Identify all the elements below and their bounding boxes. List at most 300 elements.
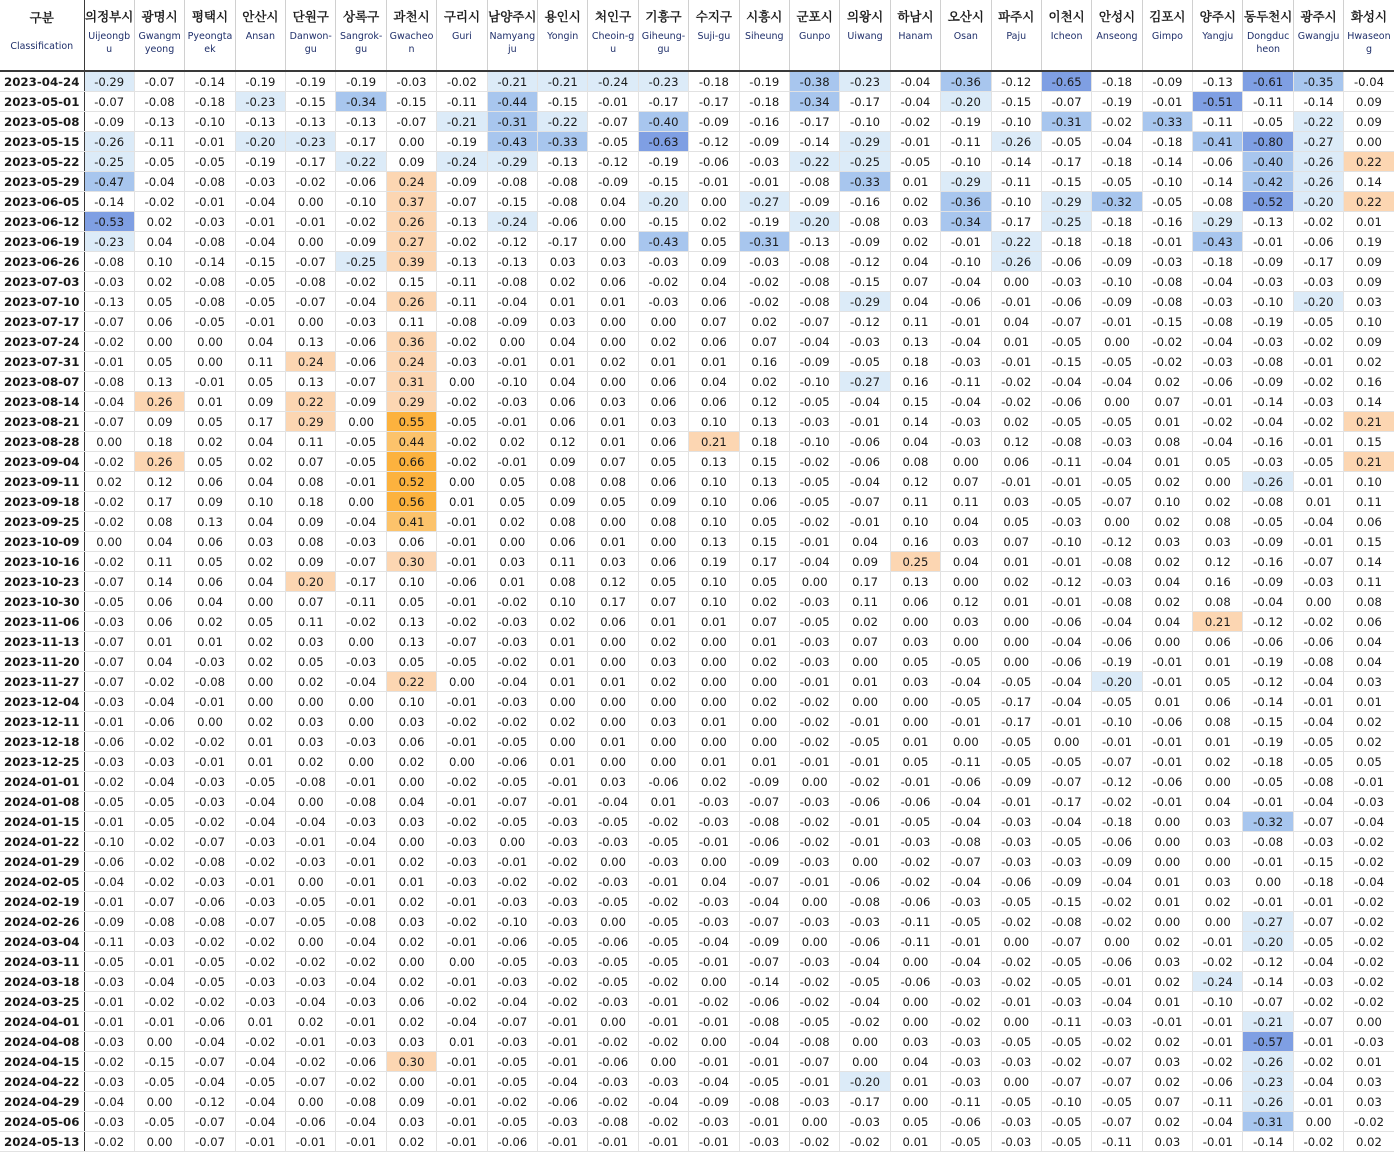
heat-cell: 0.08 [1193,592,1243,612]
heat-cell: -0.01 [638,1012,688,1032]
heat-cell: 0.02 [1344,732,1394,752]
heat-cell: -0.02 [789,732,839,752]
heat-cell: -0.03 [134,932,184,952]
heat-cell: -0.15 [1041,352,1091,372]
heat-cell: 0.22 [286,392,336,412]
heat-cell: -0.05 [1041,492,1091,512]
heat-cell: -0.29 [487,152,537,172]
heat-cell: -0.07 [437,632,487,652]
heat-cell: -0.01 [840,412,890,432]
heat-cell: -0.08 [185,232,235,252]
heat-cell: -0.23 [638,71,688,92]
heat-cell: -0.02 [789,992,839,1012]
heat-cell: -0.06 [1193,1072,1243,1092]
heat-cell: -0.19 [437,132,487,152]
heat-cell: 0.01 [538,672,588,692]
heat-cell: -0.12 [588,152,638,172]
table-row [0,792,1394,812]
heat-cell: 0.03 [386,812,436,832]
heat-cell: 0.00 [1142,812,1192,832]
heat-cell: 0.05 [134,352,184,372]
heat-cell: -0.04 [840,992,890,1012]
heat-cell: 0.03 [286,632,336,652]
heat-cell: -0.02 [840,1012,890,1032]
heat-cell: 0.04 [538,372,588,392]
row-date: 2023-10-09 [0,532,84,552]
column-header-en: Namyangju [489,31,536,55]
heat-cell: 0.00 [689,852,739,872]
heat-cell: -0.01 [1293,532,1343,552]
heat-cell: 0.05 [689,232,739,252]
heat-cell: -0.02 [789,452,839,472]
heat-cell: -0.04 [134,772,184,792]
heat-cell: -0.03 [991,812,1041,832]
heat-cell: -0.04 [689,932,739,952]
heat-cell: -0.01 [588,92,638,112]
heat-cell: 0.09 [386,1092,436,1112]
heat-cell: -0.02 [1092,912,1142,932]
heat-cell: -0.05 [286,912,336,932]
heat-cell: -0.05 [1293,452,1343,472]
heat-cell: 0.00 [638,692,688,712]
heat-cell: 0.02 [386,752,436,772]
heat-cell: 0.11 [286,432,336,452]
heat-cell: -0.23 [1243,1072,1293,1092]
heat-cell: -0.03 [789,912,839,932]
row-date: 2023-09-25 [0,512,84,532]
heat-cell: 0.07 [638,592,688,612]
heat-cell: -0.04 [1092,452,1142,472]
column-header-ko: 양주시 [1199,9,1236,24]
heat-cell: -0.06 [487,752,537,772]
heat-cell: 0.10 [386,572,436,592]
heat-cell: -0.02 [638,1112,688,1132]
heat-cell: 0.24 [386,172,436,192]
heat-cell: -0.06 [840,792,890,812]
heat-cell: -0.01 [487,412,537,432]
heat-cell: -0.01 [840,812,890,832]
heat-cell: -0.05 [1243,112,1293,132]
heat-cell: -0.29 [941,172,991,192]
heat-cell: -0.06 [1193,372,1243,392]
heat-cell: -0.14 [1243,392,1293,412]
heat-cell: -0.01 [1142,1012,1192,1032]
heat-cell: -0.01 [739,172,789,192]
heat-cell: -0.03 [235,892,285,912]
heat-cell: -0.15 [235,252,285,272]
heat-cell: 0.00 [1293,592,1343,612]
heat-cell: -0.33 [1142,112,1192,132]
heat-cell: 0.00 [941,632,991,652]
heat-cell: 0.01 [840,672,890,692]
heat-cell: -0.04 [941,392,991,412]
heat-cell: -0.19 [286,71,336,92]
heat-cell: -0.02 [638,892,688,912]
heat-cell: 0.00 [840,692,890,712]
heat-cell: 0.06 [1193,632,1243,652]
heat-cell: 0.09 [840,552,890,572]
heat-cell: -0.05 [134,812,184,832]
heat-cell: -0.04 [336,932,386,952]
heat-cell: -0.01 [739,1052,789,1072]
heat-cell: 0.00 [1344,1012,1394,1032]
heat-cell: -0.02 [84,492,134,512]
table-row [0,452,1394,472]
heat-cell: 0.03 [386,1032,436,1052]
heat-cell: 0.00 [487,332,537,352]
heat-cell: 0.04 [235,512,285,532]
heat-cell: 0.04 [134,532,184,552]
heat-cell: -0.04 [1041,632,1091,652]
heat-cell: -0.03 [588,872,638,892]
heat-cell: -0.19 [941,112,991,132]
heat-cell: -0.27 [1243,912,1293,932]
heat-cell: -0.05 [1243,512,1293,532]
heat-cell: 0.03 [890,1032,940,1052]
heat-cell: -0.02 [134,832,184,852]
heat-cell: -0.06 [1142,772,1192,792]
heat-cell: -0.01 [1293,692,1343,712]
heat-cell: 0.08 [1193,512,1243,532]
row-date: 2023-06-26 [0,252,84,272]
heat-cell: -0.06 [336,1052,386,1072]
heat-cell: -0.18 [1142,132,1192,152]
heat-cell: -0.01 [336,1012,386,1032]
heat-cell: 0.01 [638,612,688,632]
heat-cell: -0.03 [1344,1032,1394,1052]
heat-cell: -0.06 [538,212,588,232]
heat-cell: 0.12 [991,432,1041,452]
heat-cell: -0.07 [1092,1112,1142,1132]
heat-cell: -0.10 [1193,992,1243,1012]
heat-cell: 0.17 [134,492,184,512]
heat-cell: -0.10 [84,832,134,852]
heat-cell: -0.01 [1041,552,1091,572]
heat-cell: -0.02 [1344,952,1394,972]
heat-cell: -0.13 [437,212,487,232]
heat-cell: 0.00 [286,1092,336,1112]
heat-cell: 0.03 [1193,872,1243,892]
heat-cell: -0.04 [235,792,285,812]
heat-cell: -0.11 [1092,1132,1142,1152]
heat-cell: -0.06 [840,932,890,952]
heat-cell: 0.07 [840,632,890,652]
heat-cell: -0.14 [739,972,789,992]
heat-cell: -0.10 [185,112,235,132]
heat-cell: 0.00 [286,932,336,952]
table-row [0,212,1394,232]
heat-cell: -0.08 [134,92,184,112]
table-header [0,0,1394,71]
heat-cell: -0.33 [538,132,588,152]
heat-cell: -0.18 [1293,872,1343,892]
table-row [0,432,1394,452]
heat-cell: -0.20 [235,132,285,152]
heat-cell: -0.08 [185,672,235,692]
heat-cell: -0.01 [336,1132,386,1152]
row-date: 2023-06-05 [0,192,84,212]
heat-cell: -0.10 [487,372,537,392]
heat-cell: -0.03 [1041,992,1091,1012]
heat-cell: 0.12 [739,392,789,412]
heat-cell: 0.07 [1142,1092,1192,1112]
heat-cell: 0.04 [1344,652,1394,672]
heat-cell: -0.06 [84,732,134,752]
heat-cell: -0.05 [991,672,1041,692]
heat-cell: -0.04 [1293,512,1343,532]
heat-cell: -0.02 [487,712,537,732]
heat-cell: 0.00 [739,732,789,752]
heat-cell: -0.09 [1243,372,1293,392]
heat-cell: -0.08 [588,1112,638,1132]
heat-cell: -0.08 [538,192,588,212]
heat-cell: 0.07 [739,612,789,632]
heat-cell: -0.02 [1293,1052,1343,1072]
heat-cell: 0.12 [1193,552,1243,572]
heat-cell: 0.01 [588,672,638,692]
heat-cell: -0.04 [1193,1112,1243,1132]
column-header [1293,0,1343,71]
heat-cell: -0.06 [1193,152,1243,172]
heat-cell: 0.00 [991,1012,1041,1032]
heat-cell: -0.08 [1142,292,1192,312]
column-header [336,0,386,71]
table-row [0,652,1394,672]
heat-cell: 0.09 [538,492,588,512]
heat-cell: -0.06 [487,1132,537,1152]
heat-cell: 0.00 [1092,512,1142,532]
heat-cell: -0.03 [487,612,537,632]
heat-cell: -0.03 [789,632,839,652]
heat-cell: 0.02 [235,712,285,732]
heat-cell: -0.03 [1243,272,1293,292]
heat-cell: -0.31 [487,112,537,132]
heat-cell: 0.13 [386,632,436,652]
heat-cell: 0.04 [941,512,991,532]
heat-cell: 0.25 [890,552,940,572]
column-header-ko: 이천시 [1048,9,1085,24]
heat-cell: -0.02 [437,912,487,932]
heat-cell: 0.00 [588,852,638,872]
heat-cell: 0.04 [689,272,739,292]
heat-cell: -0.04 [1293,712,1343,732]
heat-cell: -0.02 [890,112,940,132]
heat-cell: 0.03 [588,392,638,412]
heat-cell: -0.09 [437,172,487,192]
heat-cell: -0.11 [941,372,991,392]
heat-cell: -0.05 [638,832,688,852]
heat-cell: -0.04 [134,972,184,992]
table-row [0,192,1394,212]
heat-cell: 0.01 [538,652,588,672]
heat-cell: 0.00 [1193,852,1243,872]
heat-cell: 0.01 [1142,892,1192,912]
heat-cell: -0.06 [890,892,940,912]
heat-cell: 0.00 [235,592,285,612]
heat-cell: 0.00 [840,1032,890,1052]
heat-cell: -0.15 [1243,712,1293,732]
column-header-en: Sangrok-gu [339,31,383,55]
heat-cell: -0.07 [487,792,537,812]
heat-cell: 0.07 [991,532,1041,552]
heat-cell: 0.09 [235,392,285,412]
column-header-ko: 과천시 [393,9,430,24]
heat-cell: -0.17 [789,112,839,132]
heat-cell: 0.00 [588,312,638,332]
heat-cell: -0.03 [991,1132,1041,1152]
heat-cell: -0.03 [84,972,134,992]
heat-cell: -0.02 [134,992,184,1012]
heat-cell: -0.05 [1041,1032,1091,1052]
heat-cell: 0.06 [638,392,688,412]
heat-cell: -0.17 [638,92,688,112]
heat-cell: 0.00 [336,632,386,652]
heat-cell: -0.05 [840,732,890,752]
heat-cell: 0.05 [1344,752,1394,772]
heat-cell: -0.05 [1092,472,1142,492]
heat-cell: -0.01 [487,452,537,472]
heat-cell: -0.12 [1243,952,1293,972]
heat-cell: -0.03 [638,852,688,872]
heat-cell: -0.01 [1142,732,1192,752]
heat-cell: -0.23 [84,232,134,252]
heat-cell: -0.06 [1142,712,1192,732]
heat-cell: 0.04 [840,532,890,552]
heat-cell: 0.01 [437,1032,487,1052]
heat-cell: -0.32 [1092,192,1142,212]
heat-cell: 0.00 [991,612,1041,632]
heat-cell: -0.26 [1243,1092,1293,1112]
heat-cell: -0.19 [1243,732,1293,752]
heat-cell: -0.08 [789,252,839,272]
heat-cell: -0.09 [739,132,789,152]
column-header-ko: 안산시 [242,9,279,24]
heat-cell: -0.01 [991,352,1041,372]
heat-cell: -0.04 [1092,872,1142,892]
table-row [0,812,1394,832]
heat-cell: 0.02 [84,472,134,492]
heat-cell: 0.06 [588,272,638,292]
heat-cell: 0.01 [1142,872,1192,892]
heat-cell: 0.11 [134,552,184,572]
column-header-ko: 군포시 [796,9,833,24]
heat-cell: -0.06 [1092,832,1142,852]
heat-cell: 0.01 [538,632,588,652]
heat-cell: -0.13 [538,152,588,172]
heat-cell: -0.34 [336,92,386,112]
heat-cell: -0.18 [1092,232,1142,252]
heat-cell: -0.02 [1092,1032,1142,1052]
column-header [185,0,235,71]
heat-cell: 0.01 [1142,992,1192,1012]
heat-cell: -0.02 [1193,412,1243,432]
heat-cell: -0.43 [638,232,688,252]
heat-cell: -0.06 [84,852,134,872]
heat-cell: -0.02 [1142,332,1192,352]
heat-cell: 0.01 [890,172,940,192]
heat-cell: 0.07 [689,312,739,332]
heat-cell: -0.02 [487,872,537,892]
heat-cell: 0.05 [1193,672,1243,692]
heat-cell: 0.00 [84,432,134,452]
heat-cell: -0.18 [1092,152,1142,172]
heat-cell: -0.05 [487,1072,537,1092]
heat-cell: 0.02 [1142,372,1192,392]
heat-cell: -0.01 [1142,792,1192,812]
heat-cell: -0.09 [487,312,537,332]
heat-cell: -0.06 [739,992,789,1012]
heat-cell: -0.01 [437,532,487,552]
heat-cell: 0.00 [1142,832,1192,852]
heat-cell: 0.05 [185,552,235,572]
heat-cell: -0.08 [336,792,386,812]
heat-cell: 0.00 [588,752,638,772]
heat-cell: -0.10 [487,912,537,932]
heat-cell: 0.10 [689,472,739,492]
heat-cell: -0.01 [890,772,940,792]
heat-cell: -0.05 [1041,752,1091,772]
heat-cell: -0.05 [789,472,839,492]
heat-cell: -0.03 [336,1032,386,1052]
heat-cell: 0.05 [638,572,688,592]
heat-cell: 0.02 [538,272,588,292]
heat-cell: 0.00 [689,692,739,712]
heat-cell: -0.01 [638,992,688,1012]
heat-cell: -0.17 [991,712,1041,732]
heat-cell: -0.22 [538,112,588,132]
heat-cell: -0.02 [1344,932,1394,952]
heat-cell: 0.00 [437,672,487,692]
heat-cell: -0.14 [1243,692,1293,712]
heat-cell: 0.12 [890,472,940,492]
heat-cell: -0.08 [1041,432,1091,452]
row-date: 2023-08-14 [0,392,84,412]
heat-cell: -0.04 [1293,792,1343,812]
row-date: 2023-07-03 [0,272,84,292]
heat-cell: 0.04 [890,252,940,272]
column-header-ko: 용인시 [544,9,581,24]
heat-cell: -0.80 [1243,132,1293,152]
heat-cell: -0.02 [638,1032,688,1052]
heat-cell: -0.02 [1041,1052,1091,1072]
heat-cell: -0.07 [185,1052,235,1072]
heat-cell: 0.01 [1193,732,1243,752]
heat-cell: 0.00 [1193,472,1243,492]
column-header [235,0,285,71]
heat-cell: -0.02 [437,992,487,1012]
heat-cell: -0.20 [840,1072,890,1092]
heat-cell: -0.07 [739,872,789,892]
heat-cell: -0.04 [1041,812,1091,832]
heat-cell: -0.13 [789,232,839,252]
heat-cell: -0.02 [1344,1112,1394,1132]
table-row [0,332,1394,352]
heat-cell: -0.07 [84,632,134,652]
heat-cell: 0.03 [386,912,436,932]
table-row [0,752,1394,772]
heat-cell: -0.06 [286,1112,336,1132]
heat-cell: -0.19 [1092,652,1142,672]
heat-cell: -0.22 [789,152,839,172]
row-date: 2024-02-19 [0,892,84,912]
heat-cell: -0.08 [739,1012,789,1032]
heat-cell: 0.05 [638,452,688,472]
heat-cell: -0.02 [941,1012,991,1032]
heat-cell: -0.02 [487,592,537,612]
heat-cell: -0.07 [588,112,638,132]
row-date: 2024-05-13 [0,1132,84,1152]
heat-cell: -0.12 [1243,612,1293,632]
